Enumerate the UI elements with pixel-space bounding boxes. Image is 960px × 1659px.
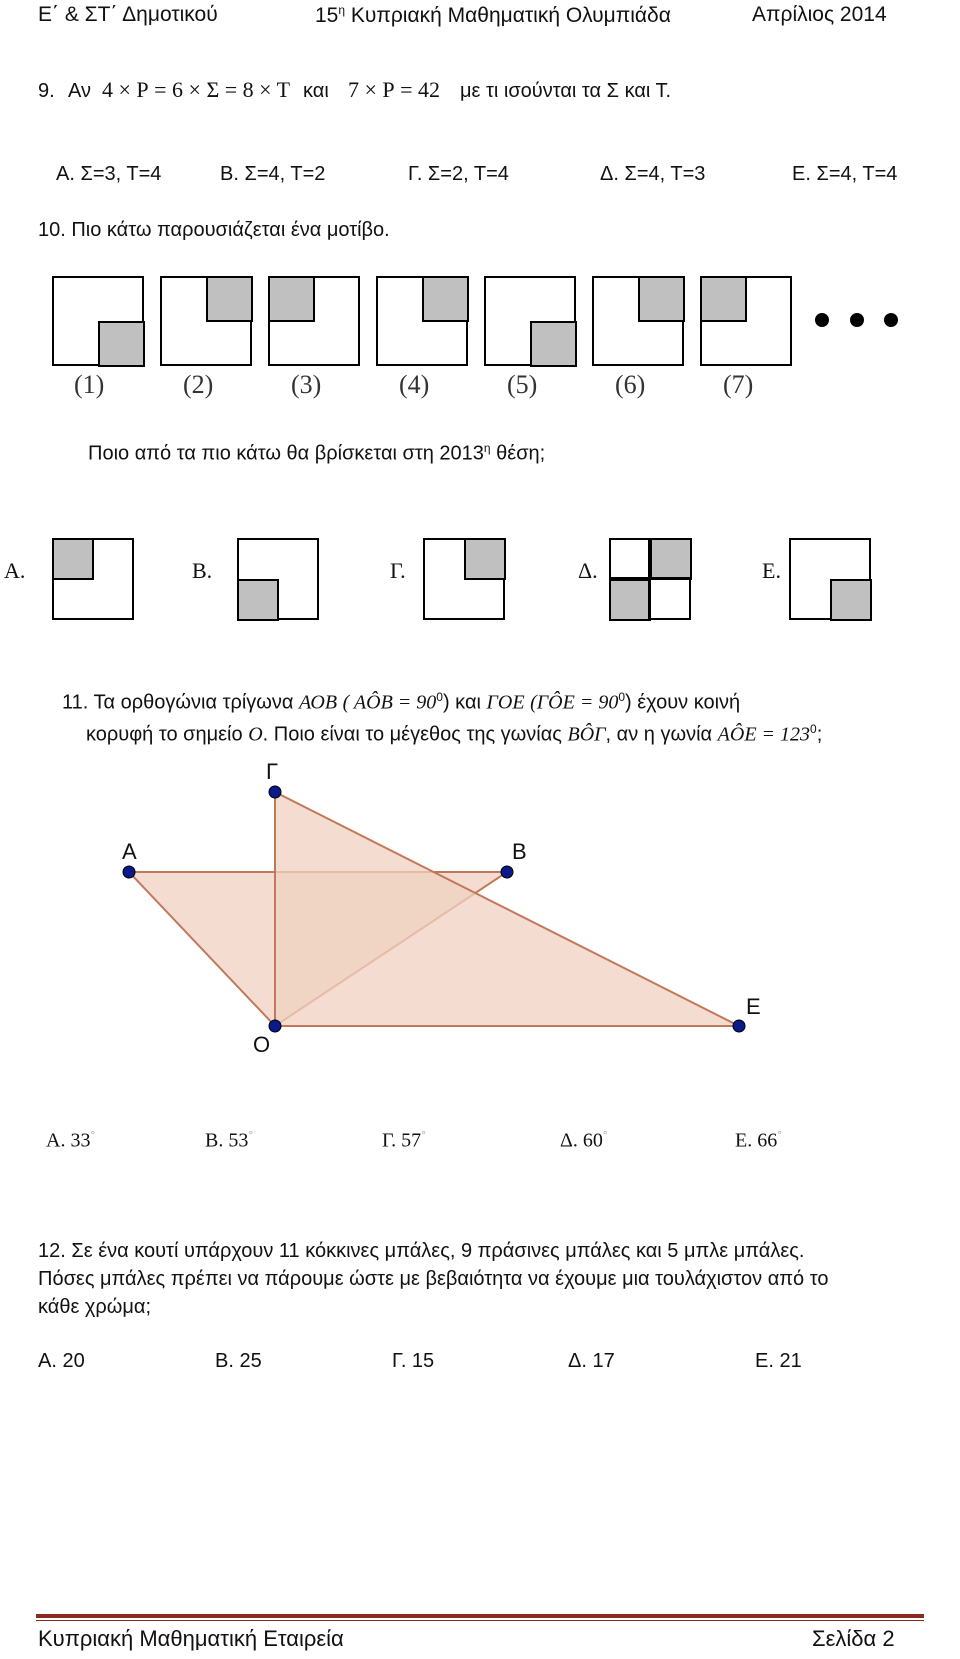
q11-point: Ο	[248, 723, 263, 746]
q9-lead: Αν	[68, 80, 91, 102]
q11-option-c[interactable]	[382, 1128, 426, 1153]
q11-deg-sup: 0	[436, 690, 443, 704]
q10-option-b-label[interactable]: Β.	[192, 558, 213, 583]
q10-question-tail: θέση;	[490, 442, 546, 465]
label-o: Ο	[253, 1032, 271, 1057]
pattern-caption-5: (5)	[507, 370, 538, 399]
q11-deg-sup: 0	[810, 722, 817, 736]
q11-option-e[interactable]	[735, 1128, 782, 1153]
q11-line2-mid: . Ποιο είναι το μέγεθος της γωνίας	[262, 723, 562, 746]
q10-option-d-label[interactable]: Δ.	[578, 558, 598, 583]
q11-angle-given: ΑÔΕ = 123	[717, 723, 811, 746]
q11-angle-question: ΒÔΓ	[567, 723, 606, 746]
q12-option-b[interactable]: Β. 25	[215, 1350, 262, 1372]
header-center-sup: η	[338, 3, 346, 17]
q11-option-a-text: Α. 33	[46, 1129, 91, 1152]
q12-option-e[interactable]: Ε. 21	[755, 1350, 802, 1372]
q11-option-e-text: Ε. 66	[735, 1129, 778, 1152]
pattern-caption-3: (3)	[291, 370, 322, 399]
label-a: Α	[122, 839, 137, 864]
q9-option-c[interactable]: Γ. Σ=2, Τ=4	[408, 163, 509, 185]
q11-option-b[interactable]	[205, 1128, 253, 1153]
pattern-caption-4: (4)	[399, 370, 430, 399]
q9-number: 9.	[38, 80, 55, 102]
q12-option-d[interactable]: Δ. 17	[568, 1350, 615, 1372]
q10-text: 10. Πιο κάτω παρουσιάζεται ένα μοτίβο.	[38, 219, 390, 241]
point-e	[733, 1020, 745, 1032]
q9-conj: και	[303, 80, 329, 102]
label-b: Β	[512, 839, 527, 864]
q11-option-d-text: Δ. 60	[560, 1129, 603, 1152]
point-g	[269, 786, 281, 798]
label-g: Γ	[266, 759, 279, 784]
header-center-title: Κυπριακή Μαθηματική Ολυμπιάδα	[345, 4, 671, 27]
q10-option-a-label[interactable]: Α.	[4, 558, 26, 583]
degree-mark: °	[90, 1128, 96, 1142]
pattern-caption-6: (6)	[615, 370, 646, 399]
footer-rule	[36, 1614, 924, 1618]
q11-line1-pre: 11. Τα ορθογώνια τρίγωνα	[62, 691, 294, 714]
q11-deg-sup: 0	[618, 690, 626, 704]
footer-left: Κυπριακή Μαθηματική Εταιρεία	[38, 1626, 344, 1651]
q9-option-e[interactable]: Ε. Σ=4, Τ=4	[792, 163, 898, 185]
q10-question-text: Ποιο από τα πιο κάτω θα βρίσκεται στη 2013	[88, 442, 484, 465]
degree-mark: °	[777, 1128, 783, 1142]
pattern-caption-1: (1)	[74, 370, 105, 399]
q9-formula1: 4 × Ρ = 6 × Σ = 8 × Τ	[102, 77, 291, 102]
q11-line2-end: ;	[816, 723, 823, 746]
q9-option-d[interactable]: Δ. Σ=4, Τ=3	[600, 163, 706, 185]
q11-line1-post: ) έχουν κοινή	[625, 691, 741, 714]
q9-option-b[interactable]: Β. Σ=4, Τ=2	[220, 163, 326, 185]
q12-line2: Πόσες μπάλες πρέπει να πάρουμε ώστε με βεβαιότητα να έχουμε μια τουλάχιστον από το	[38, 1268, 829, 1290]
triangle-goe	[275, 792, 739, 1026]
degree-mark: °	[248, 1128, 254, 1142]
point-a	[123, 866, 135, 878]
q12-option-c[interactable]: Γ. 15	[392, 1350, 435, 1372]
q10-option-c-label[interactable]: Γ.	[390, 558, 406, 583]
header-center-num: 15	[315, 4, 339, 27]
q11-option-c-text: Γ. 57	[382, 1129, 422, 1152]
q11-option-a[interactable]	[46, 1128, 95, 1153]
q9-formula2: 7 × Ρ = 42	[348, 77, 441, 102]
footer-rule-thin	[36, 1620, 924, 1621]
q11-triangle-2: ΓΟΕ	[486, 691, 525, 714]
q11-right-angle-1: ( ΑÔΒ = 90	[342, 691, 437, 714]
q11-line2-mid2: , αν η γωνία	[605, 723, 713, 746]
q11-right-angle-2: (ΓÔΕ = 90	[530, 691, 619, 714]
label-e: Ε	[746, 994, 761, 1019]
header-right: Απρίλιος 2014	[752, 3, 887, 26]
q12-line3: κάθε χρώμα;	[38, 1296, 152, 1318]
q10-option-e-label[interactable]: Ε.	[762, 558, 781, 583]
footer-right: Σελίδα 2	[812, 1626, 895, 1651]
q9-option-a[interactable]: Α. Σ=3, Τ=4	[56, 163, 162, 185]
degree-mark: °	[421, 1128, 426, 1142]
q11-and: ) και	[442, 691, 481, 714]
q11-option-d[interactable]	[560, 1128, 608, 1153]
header-left: Ε΄ & ΣΤ΄ Δημοτικού	[38, 3, 218, 26]
q11-line2-pre: κορυφή το σημείο	[86, 723, 243, 746]
point-o	[269, 1020, 281, 1032]
q11-option-b-text: Β. 53	[205, 1129, 249, 1152]
q12-option-a[interactable]: Α. 20	[38, 1350, 85, 1372]
pattern-caption-7: (7)	[723, 370, 754, 399]
pattern-caption-2: (2)	[183, 370, 214, 399]
point-b	[501, 866, 513, 878]
degree-mark: °	[602, 1128, 608, 1142]
q11-triangle-1: ΑΟΒ	[299, 691, 338, 714]
q10-question-sup: η	[483, 441, 491, 455]
q12-line1: 12. Σε ένα κουτί υπάρχουν 11 κόκκινες μπάλες, 9 πράσινες μπάλες και 5 μπλε μπάλες.	[38, 1240, 805, 1262]
q9-tail: με τι ισούνται τα Σ και Τ.	[460, 80, 672, 102]
